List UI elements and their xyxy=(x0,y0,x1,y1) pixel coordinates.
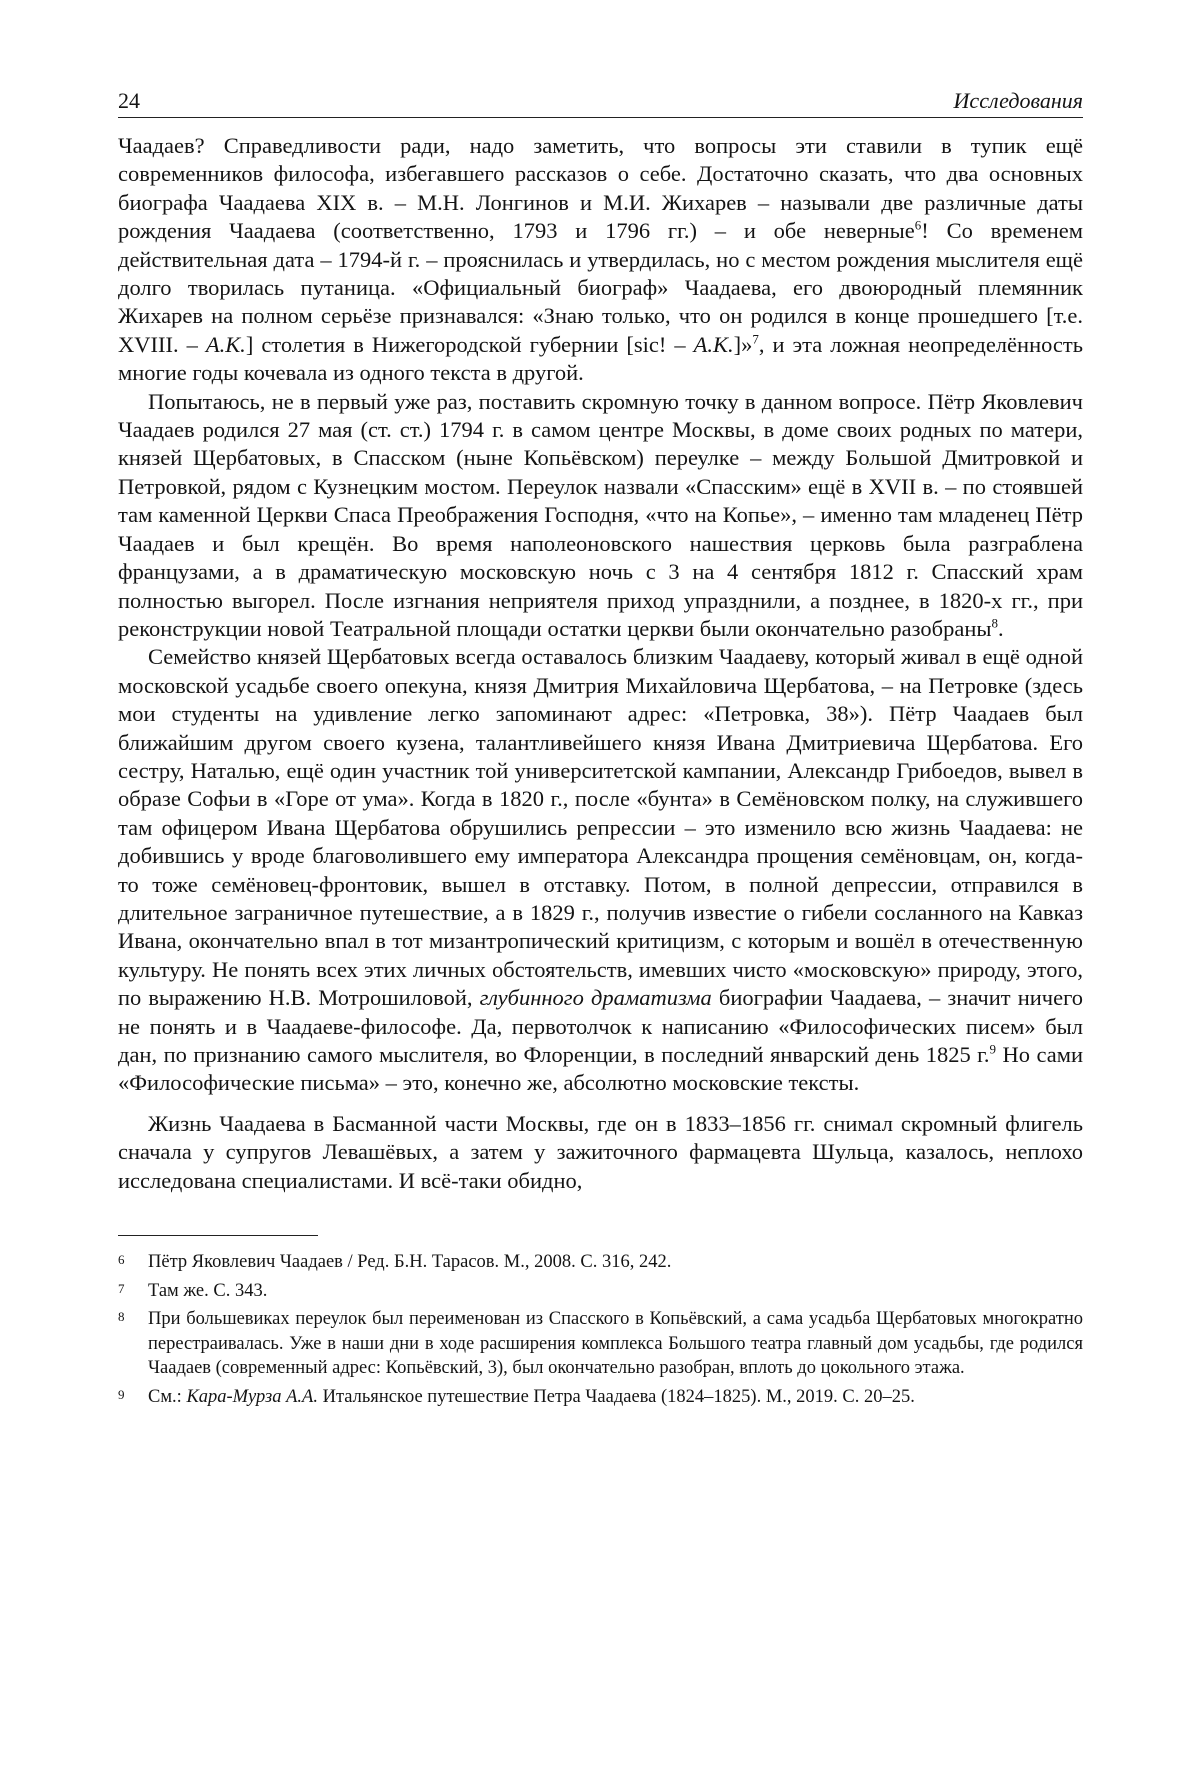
footnote-separator xyxy=(118,1235,318,1236)
italic-text: А.К. xyxy=(693,331,734,357)
document-page xyxy=(118,88,1083,1413)
text-run: Но сами «Философические письма» – это, конечно же, абсолютно московские тексты. xyxy=(118,1042,1083,1096)
footnote-ref: 9 xyxy=(989,1041,996,1057)
text-run: Там же. С. 343. xyxy=(148,1280,268,1301)
text-run: Чаадаев? Справедливости ради, надо заметить, что вопросы эти ставили в тупик ещё современников философа, избегавшего рассказов о себе. Достаточно сказать, что два основных биографа Чаадаева XIX в. – М.Н. Лонгинов и М.И. Жихарев – называли две различные даты рождения Чаадаева (соответственно, 1793 и 1796 гг.) – и обе неверные xyxy=(118,133,1083,244)
text-run: ]» xyxy=(733,331,753,357)
text-run: , и эта ложная неопределённость многие годы кочевала из одного текста в другой. xyxy=(118,331,1083,386)
body-text xyxy=(118,132,1083,1195)
text-run: . xyxy=(998,615,1004,641)
text-run: ! Со временем действительная дата – 1794-й г. – прояснилась и утвердилась, но с местом рождения мыслителя ещё долго творилась путаница. «Официальный биограф» Чаадаева, его двоюродный племянник Жихарев на полном серьёзе признавался: «Знаю только, что он родился в конце прошедшего [т.е. XVIII. – xyxy=(118,218,1083,357)
paragraph xyxy=(118,132,1083,388)
footnote-number: 8 xyxy=(118,1309,125,1325)
footnote xyxy=(118,1385,1083,1410)
footnote xyxy=(118,1250,1083,1275)
page-number: 24 xyxy=(118,88,140,113)
footnote-text xyxy=(148,1307,1083,1381)
italic-text: глубинного драматизма xyxy=(479,985,712,1011)
footnote xyxy=(118,1307,1083,1381)
text-run: См.: xyxy=(148,1386,187,1407)
footnote-ref: 8 xyxy=(991,615,999,631)
paragraph xyxy=(118,1110,1083,1195)
italic-text: А.К. xyxy=(205,331,246,357)
section-title: Исследования xyxy=(953,88,1083,113)
footnote-number: 7 xyxy=(118,1280,125,1296)
text-run: ] столетия в Нижегородской губернии [sic! – xyxy=(245,331,694,357)
paragraph xyxy=(118,388,1083,644)
footnote-number: 9 xyxy=(118,1386,125,1402)
text-run: Семейство князей Щербатовых всегда оставалось близким Чаадаеву, который живал в ещё одной московской усадьбе своего опекуна, князя Дмитрия Михайловича Щербатова, – на Петровке (здесь мои студенты на удивление легко запоминают адрес: «Петровка, 38»). Пётр Чаадаев был ближайшим другом своего кузена, талантливейшего князя Ивана Дмитриевича Щербатова. Его сестру, Наталью, ещё один участник той университетской кампании, Александр Грибоедов, вывел в образе Софьи в «Горе от ума». Когда в 1820 г., после «бунта» в Семёновском полку, на служившего там офицером Ивана Щербатова обрушились репрессии – это изменило всю жизнь Чаадаева: не добившись у вроде благоволившего ему императора Александра прощения семёновцам, он, когда-то тоже семёновец-фронтовик, вышел в отставку. Потом, в полной депрессии, отправился в длительное заграничное путешествие, а в 1829 г., получив известие о гибели сосланного на Кавказ Ивана, окончательно впал в тот мизантропический критицизм, с которым и вошёл в отечественную культуру. Не понять всех этих личных обстоятельств, имевших чисто «московскую» природу, этого, по выражению Н.В. Мотрошиловой, xyxy=(118,644,1083,1011)
footnote-text xyxy=(148,1279,1083,1304)
text-run: При большевиках переулок был переименован из Спасского в Копьёвский, а сама усадьба Щербатовых многократно перестраивалась. Уже в наши дни в ходе расширения комплекса Большого театра главный дом усадьбы, где родился Чаадаев (современный адрес: Копьёвский, 3), был окончательно разобран, вплоть до цокольного этажа. xyxy=(148,1309,1083,1379)
running-header xyxy=(118,88,1083,118)
footnote xyxy=(118,1279,1083,1304)
footnote-text xyxy=(148,1385,1083,1410)
footnote-number: 6 xyxy=(118,1252,125,1268)
paragraph xyxy=(118,643,1083,1098)
footnote-ref: 7 xyxy=(752,331,759,347)
footnote-ref: 6 xyxy=(914,217,922,233)
text-run: Итальянское путешествие Петра Чаадаева (1824–1825). М., 2019. С. 20–25. xyxy=(317,1386,915,1407)
text-run: Жизнь Чаадаева в Басманной части Москвы, где он в 1833–1856 гг. снимал скромный флигель сначала у супругов Левашёвых, а затем у зажиточного фармацевта Шульца, казалось, неплохо исследована специалистами. И всё-таки обидно, xyxy=(118,1110,1083,1193)
footnote-text xyxy=(148,1250,1083,1275)
italic-text: Кара-Мурза А.А. xyxy=(186,1386,318,1407)
text-run: Пётр Яковлевич Чаадаев / Ред. Б.Н. Тарасов. М., 2008. С. 316, 242. xyxy=(148,1252,672,1273)
footnotes xyxy=(118,1250,1083,1409)
text-run: биографии Чаадаева, – значит ничего не понять и в Чаадаеве-философе. Да, первотолчок к написанию «Философических писем» был дан, по признанию самого мыслителя, во Флоренции, в последний январский день 1825 г. xyxy=(118,985,1084,1067)
text-run: Попытаюсь, не в первый уже раз, поставить скромную точку в данном вопросе. Пётр Яковлевич Чаадаев родился 27 мая (ст. ст.) 1794 г. в самом центре Москвы, в доме своих родных по матери, князей Щербатовых, в Спасском (ныне Копьёвском) переулке – между Большой Дмитровкой и Петровкой, рядом с Кузнецким мостом. Переулок назвали «Спасским» ещё в XVII в. – по стоявшей там каменной Церкви Спаса Преображения Господня, «что на Копье», – именно там младенец Пётр Чаадаев и был крещён. Во время наполеоновского нашествия церковь была разграблена французами, а в драматическую московскую ночь с 3 на 4 сентября 1812 г. Спасский храм полностью выгорел. После изгнания неприятеля приход упразднили, а позднее, в 1820-х гг., при реконструкции новой Театральной площади остатки церкви были окончательно разобраны xyxy=(118,388,1083,641)
